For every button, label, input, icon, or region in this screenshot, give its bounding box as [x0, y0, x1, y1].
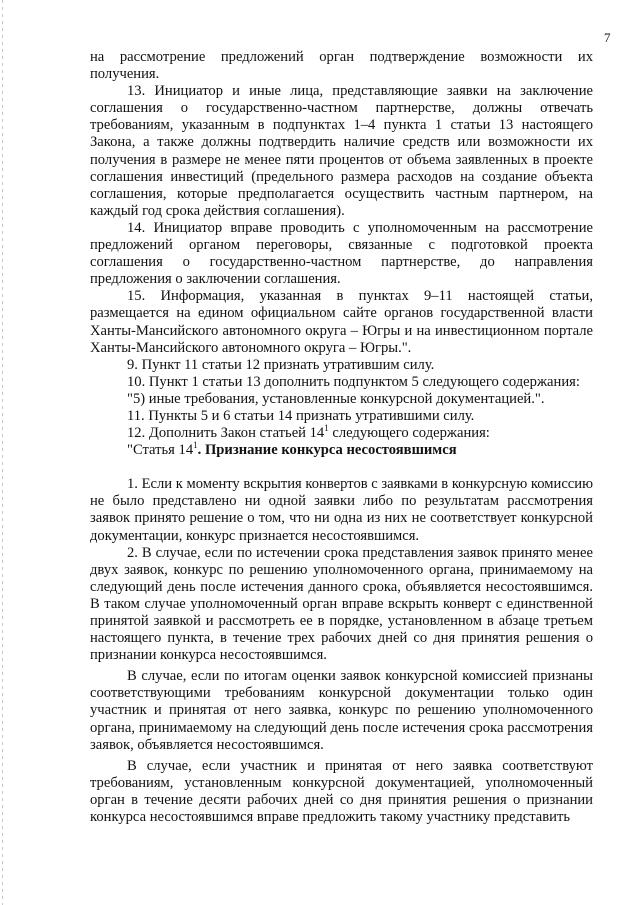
paragraph-article-item-1: 1. Если к моменту вскрытия конвертов с заявками в конкурсную комиссию не было представлено ни одной заявки либо по результатам рассмотрения заявок принято решение о том, что ни одна из них не соответствует конкурсной документации, конкурс признается несостоявшимся. — [90, 476, 593, 544]
page-number: 7 — [604, 30, 611, 45]
article-heading — [90, 442, 593, 459]
paragraph-article-item-2-abs2: В случае, если по итогам оценки заявок конкурсной комиссией признаны соответствующими требованиям конкурсной документации только один участник и принятая от него заявка, конкурс по решению уполномоченного органа, принимаемому на следующий день после истечения срока рассмотрения заявок, объявляется несостоявшимся. — [90, 668, 593, 753]
paragraph-amendment-11: 11. Пункты 5 и 6 статьи 14 признать утратившими силу. — [127, 407, 475, 424]
paragraph-amendment-9: 9. Пункт 11 статьи 12 признать утратившим силу. — [127, 356, 435, 373]
document-body — [90, 49, 593, 826]
superscript: 1 — [193, 440, 198, 451]
article-heading-prefix: "Статья 14 — [127, 442, 194, 459]
paragraph-amendment-10: 10. Пункт 1 статьи 13 дополнить подпунктом 5 следующего содержания: — [127, 373, 580, 390]
article-heading-title: . Признание конкурса несостоявшимся — [197, 442, 457, 459]
paragraph-article-item-2-abs3: В случае, если участник и принятая от него заявка соответствуют требованиям, установленным конкурсной документацией, уполномоченный орган в течение десяти рабочих дней со дня принятия решения о признании конкурса несостоявшимся вправе предложить такому участнику представить — [90, 757, 593, 826]
paragraph-continuation: на рассмотрение предложений орган подтверждение возможности их получения. — [90, 49, 593, 83]
paragraph-item-14: 14. Инициатор вправе проводить с уполномоченным на рассмотрение предложений органом переговоры, связанные с подготовкой проекта соглашения о государственно-частном партнерстве, до направления предложения о заключении соглашения. — [90, 219, 593, 288]
paragraph-item-13: 13. Инициатор и иные лица, представляющие заявки на заключение соглашения о государственно-частном партнерстве, должны отвечать требованиям, указанным в подпунктах 1–4 пункта 1 статьи 13 настоящего Закона, а также должны подтвердить наличие средств или возможности их получения в размере не менее пяти процентов от объема заявленных в проекте соглашения инвестиций (предельного размера расходов на создание объекта соглашения, которые предполагается осуществить частным партнером, на каждый год срока действия соглашения). — [90, 83, 593, 219]
paragraph-article-item-2: 2. В случае, если по истечении срока представления заявок принято менее двух заявок, конкурс по решению уполномоченного органа, принимаемому на следующий день после истечения данного срока, объявляется несостоявшимся. В таком случае уполномоченный орган вправе вскрыть конверт с единственной принятой заявкой и рассмотреть ее в порядке, установленном в абзаце третьем настоящего пункта, в течение трех рабочих дней со дня принятия решения о признании конкурса несостоявшимся. — [90, 544, 593, 664]
superscript: 1 — [324, 423, 329, 434]
scan-edge-artifact — [2, 0, 3, 905]
paragraph-subitem-5: "5) иные требования, установленные конкурсной документацией.". — [127, 390, 545, 407]
amendment-12-text: 12. Дополнить Закон статьей 14 — [127, 425, 325, 442]
paragraph-item-15: 15. Информация, указанная в пунктах 9–11 настоящей статьи, размещается на едином официальном сайте органов государственной власти Ханты-Мансийского автономного округа – Югры и на инвестиционном портале Ханты-Мансийского автономного округа – Югры.". — [90, 288, 593, 356]
amendment-12-text-end: следующего содержания: — [328, 425, 490, 442]
paragraph-amendment-12 — [90, 425, 593, 442]
